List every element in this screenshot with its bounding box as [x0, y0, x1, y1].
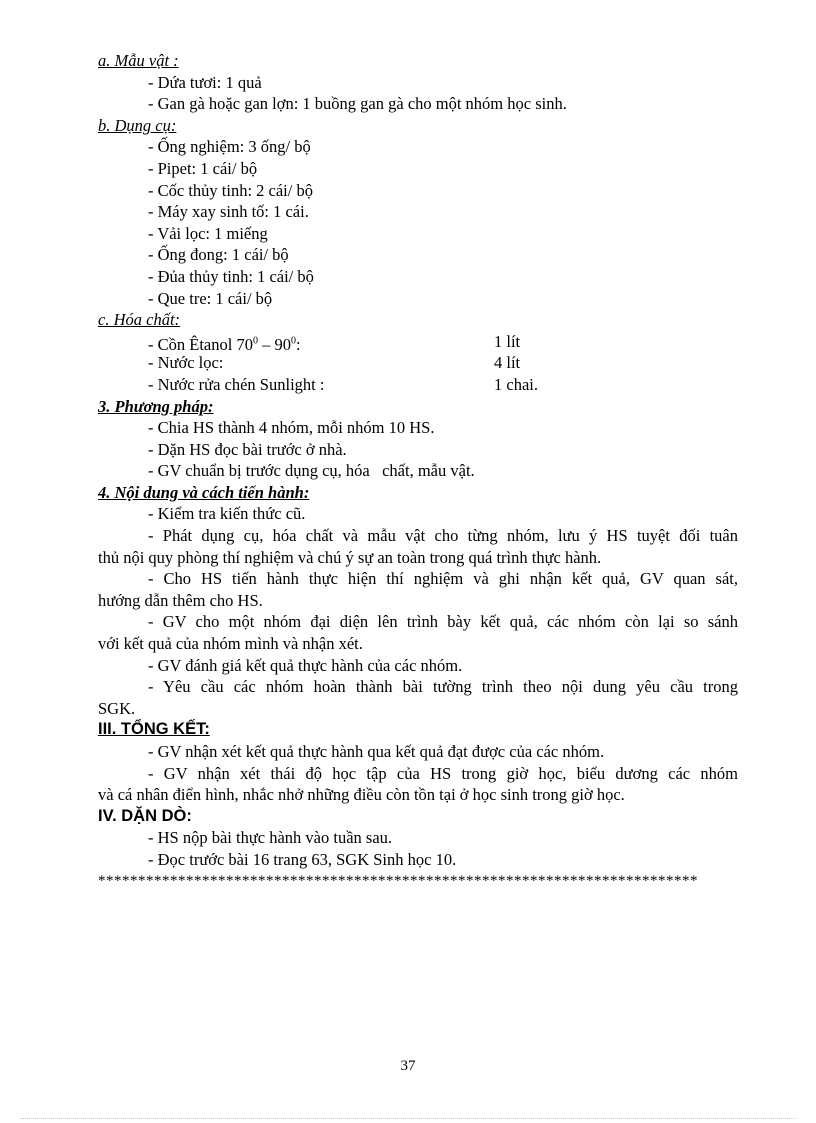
chemical-name: - Cồn Êtanol $70^0 - 90^0$: [148, 335, 301, 355]
paragraph-line: và cá nhân điển hình, nhắc nhở những điều còn tồn tại ở học sinh trong giờ học. [98, 785, 625, 805]
chemical-quantity: 1 chai. [494, 374, 538, 394]
paragraph-line: - GV nhận xét thái độ học tập của HS trong giờ học, biểu dương các nhóm [148, 763, 738, 783]
chemical-quantity: 4 lít [494, 353, 521, 373]
paragraph-line: - Yêu cầu các nhóm hoàn thành bài tường trình theo nội dung yêu cầu trong [148, 677, 738, 697]
chemical-quantity: 1 lít [494, 331, 521, 351]
paragraph-line: - GV đánh giá kết quả thực hành của các nhóm. [148, 655, 463, 675]
list-item: - Đọc trước bài 16 trang 63, SGK Sinh học 10. [148, 849, 457, 869]
chemical-row [98, 331, 738, 353]
list-item: - Cốc thủy tinh: 2 cái/ bộ [148, 180, 313, 200]
page-bottom-divider [20, 1118, 796, 1119]
list-item: - GV chuẩn bị trước dụng cụ, hóa chất, mẫu vật. [148, 461, 475, 481]
paragraph-line: - GV nhận xét kết quả thực hành qua kết quả đạt được của các nhóm. [148, 742, 605, 761]
heading-procedure: 4. Nội dung và cách tiến hành: [98, 482, 310, 502]
list-item: - Dứa tươi: 1 quả [148, 72, 262, 92]
list-item: - Ống nghiệm: 3 ống/ bộ [148, 137, 311, 157]
list-item: - Vải lọc: 1 miếng [148, 223, 268, 243]
paragraph-line: với kết quả của nhóm mình và nhận xét. [98, 634, 363, 654]
paragraph-line: - Kiểm tra kiến thức cũ. [148, 504, 306, 524]
heading-summary: III. TỔNG KẾT: [98, 720, 210, 739]
list-item: - Que tre: 1 cái/ bộ [148, 288, 273, 308]
paragraph-line: thủ nội quy phòng thí nghiệm và chú ý sự an toàn trong quá trình thực hành. [98, 547, 602, 567]
paragraph-line: hướng dẫn thêm cho HS. [98, 590, 263, 610]
heading-homework: IV. DẶN DÒ: [98, 806, 192, 825]
chemical-name: - Nước rửa chén Sunlight : [148, 374, 325, 394]
heading-specimens: a. Mẫu vật : [98, 51, 179, 70]
separator-line: *************************************************************************** [98, 872, 698, 889]
paragraph-line: SGK. [98, 698, 136, 718]
list-item: - Chia HS thành 4 nhóm, mỗi nhóm 10 HS. [148, 418, 435, 438]
list-item: - Gan gà hoặc gan lợn: 1 buồng gan gà cho một nhóm học sinh. [148, 94, 567, 114]
heading-equipment: b. Dụng cụ: [98, 115, 177, 135]
list-item: - Máy xay sinh tố: 1 cái. [148, 202, 309, 222]
chemical-row [98, 352, 738, 374]
chemical-name: - Nước lọc: [148, 353, 224, 373]
list-item: - Đủa thủy tinh: 1 cái/ bộ [148, 266, 314, 286]
list-item: - HS nộp bài thực hành vào tuần sau. [148, 828, 393, 848]
list-item: - Ống đong: 1 cái/ bộ [148, 245, 289, 265]
paragraph-line: - GV cho một nhóm đại diện lên trình bày kết quả, các nhóm còn lại so sánh [148, 612, 738, 632]
chemical-row [98, 374, 738, 396]
heading-chemicals: c. Hóa chất: [98, 310, 181, 330]
list-item: - Pipet: 1 cái/ bộ [148, 158, 258, 178]
paragraph-line: - Cho HS tiến hành thực hiện thí nghiệm và ghi nhận kết quả, GV quan sát, [148, 569, 738, 589]
heading-method: 3. Phương pháp: [98, 396, 214, 416]
page-number: 37 [400, 1058, 416, 1074]
list-item: - Dặn HS đọc bài trước ở nhà. [148, 439, 347, 459]
paragraph-line: - Phát dụng cụ, hóa chất và mẫu vật cho từng nhóm, lưu ý HS tuyệt đối tuân [148, 526, 738, 546]
document-body [98, 50, 738, 892]
